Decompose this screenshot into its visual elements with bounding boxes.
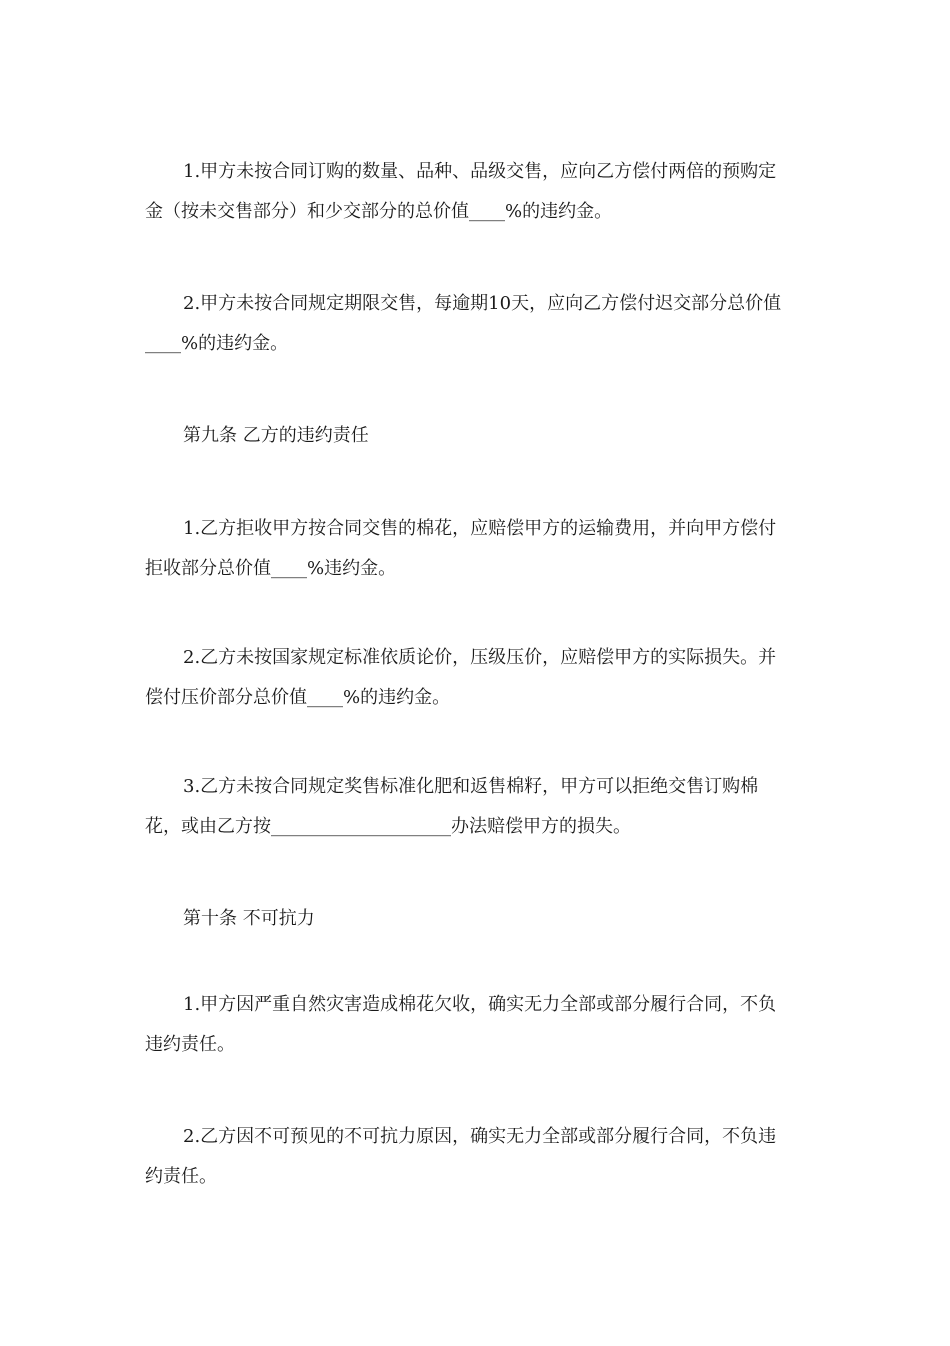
paragraph-line: 2.乙方因不可预见的不可抗力原因，确实无力全部或部分履行合同，不负违 — [183, 1126, 777, 1147]
paragraph-seller-underpricing — [145, 638, 810, 718]
paragraph-line: ____%的违约金。 — [145, 333, 289, 354]
paragraph-line: 2.乙方未按国家规定标准依质论价，压级压价，应赔偿甲方的实际损失。并 — [183, 647, 777, 668]
paragraph-buyer-force-majeure — [145, 985, 810, 1065]
paragraph-seller-reject-cotton — [145, 509, 810, 589]
paragraph-line: 金（按未交售部分）和少交部分的总价值____%的违约金。 — [145, 201, 613, 222]
paragraph-line: 1.甲方因严重自然灾害造成棉花欠收，确实无力全部或部分履行合同，不负 — [183, 994, 777, 1015]
paragraph-line: 花，或由乙方按____________________办法赔偿甲方的损失。 — [145, 816, 631, 837]
paragraph-line: 约责任。 — [145, 1166, 217, 1187]
paragraph-seller-incentive-breach — [145, 767, 810, 847]
section-heading-article-9 — [145, 416, 810, 456]
paragraph-buyer-breach-deadline — [145, 284, 810, 364]
paragraph-line: 1.甲方未按合同订购的数量、品种、品级交售，应向乙方偿付两倍的预购定 — [183, 161, 777, 182]
paragraph-seller-force-majeure — [145, 1117, 810, 1197]
section-heading-text: 第九条 乙方的违约责任 — [183, 425, 369, 446]
paragraph-line: 1.乙方拒收甲方按合同交售的棉花，应赔偿甲方的运输费用，并向甲方偿付 — [183, 518, 777, 539]
section-heading-text: 第十条 不可抗力 — [183, 908, 315, 929]
paragraph-line: 2.甲方未按合同规定期限交售，每逾期10天，应向乙方偿付迟交部分总价值 — [183, 293, 782, 314]
paragraph-line: 拒收部分总价值____%违约金。 — [145, 558, 397, 579]
paragraph-line: 3.乙方未按合同规定奖售标准化肥和返售棉籽，甲方可以拒绝交售订购棉 — [183, 776, 759, 797]
paragraph-line: 偿付压价部分总价值____%的违约金。 — [145, 687, 451, 708]
paragraph-buyer-breach-quantity — [145, 152, 810, 232]
paragraph-line: 违约责任。 — [145, 1034, 235, 1055]
section-heading-article-10 — [145, 899, 810, 939]
